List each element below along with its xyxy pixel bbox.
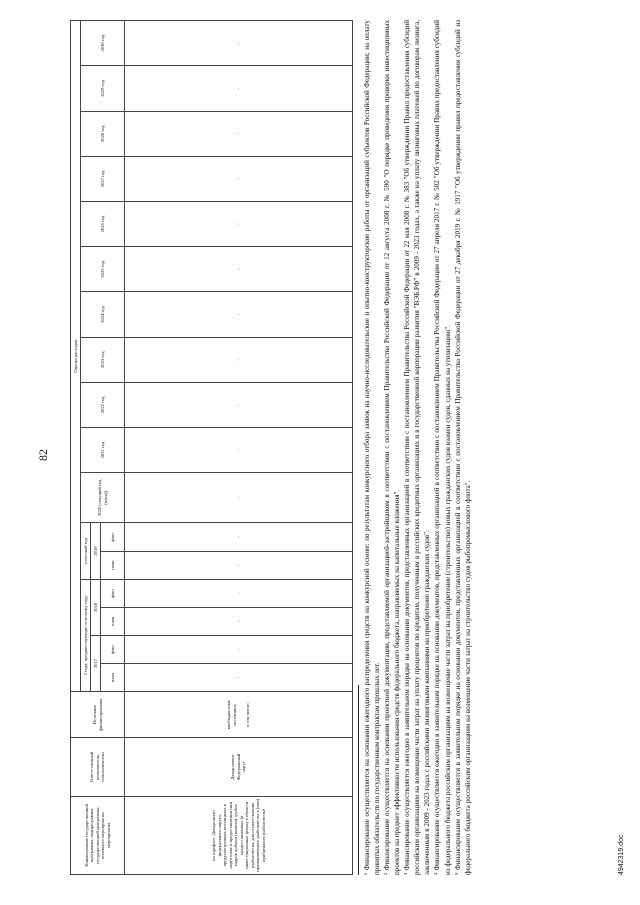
footnote-separator (358, 685, 359, 875)
footnote-4: ⁴ Финансирование осуществляется ежегодно в заявительном порядке на основании документов, представленных организацией в соответствии с постановлением Правительства Российской Федерации от 27 апреля 2017 г. № 502 "Об утверждении Правил предоставления субсидий из федерального бюджета российским организациям на возмещение части затрат на приобретение (строительство) новых гражданских судов взамен судов, сданных на утилизацию". (433, 20, 452, 875)
cell-dash: - (125, 551, 353, 579)
cell-dash: - (125, 473, 353, 523)
source-line: внебюджетные (226, 700, 232, 730)
cell-dash: - (125, 21, 353, 66)
executor-line: Федеральный (235, 753, 241, 781)
header-fact: факт (101, 579, 125, 607)
footnote-1: ¹ Финансирование осуществляется на основании ежегодного распределения средств на конкурсной основе: по результатам конкурсного отбора заявок на научно-исследовательские и опытно-конструкторские работы от организаций субъектов Российской Федерации; на оплату принятых обязательств по государственным контрактам прошлых лет. (363, 20, 382, 875)
header-report-year: отчетный год (81, 523, 91, 579)
page-number: 82 (36, 449, 50, 461)
header-name: Наименование государственной программы, подпрограммы государственной программы, основного мероприятия, мероприятия (71, 796, 125, 874)
header-2019: 2019 (91, 523, 101, 579)
header-future-6: 2027 год (81, 156, 125, 201)
header-plan: план (101, 664, 125, 692)
footnote-2: ² Финансирование осуществляется на основании проектной документации, представляемой организацией-застройщиком в соответствии с постановлением Правительства Российской Федерации от 12 августа 2008 г. № 590 "О порядке проведения проверки инвестиционных проектов на предмет эффективности использования средств федерального бюджета, направляемых на капитальные вложения". (383, 20, 402, 875)
footnote-5: ⁵ Финансирование осуществляется в заявительном порядке на основании документов, представленных организацией в соответствии с постановлением Правительства Российской Федерации от 27 декабря 2019 г. № 1917 "Об утверждении правил предоставления субсидий из федерального бюджета российским организациям на возмещение части затрат на строительство судов рыбопромыслового флота". (453, 20, 472, 875)
cell-dash: - (125, 156, 353, 201)
cell-dash: - (125, 201, 353, 246)
executor-line: округ (241, 761, 247, 773)
header-future-0: 2021 год (81, 428, 125, 473)
row-name: на аэрофлот. Департамент федерального округа, предусмотренных потенциала в подготовке и предоставлении ими кадров добычи (вылова) трубок предоставленных (в инвестиционных целях) в области рыболовства, для осуществления промышленного рыболовства в (или) прибрежного рыболовства¹ (125, 796, 353, 874)
header-2020: 2020 (текущий год (план)) (81, 473, 125, 523)
cell-dash: - (125, 292, 353, 337)
header-two-years: 2 года, предшествующие отчетному году (81, 579, 91, 692)
header-future-3: 2024 год (81, 292, 125, 337)
cell-dash: - (125, 111, 353, 156)
header-plan: план (101, 551, 125, 579)
document-id: 4942319.doc (618, 834, 625, 875)
header-future-7: 2028 год (81, 111, 125, 156)
footnote-3: ³ Финансирование осуществляется ежегодно в заявительном порядке на основании документов, представленных организацией в соответствии с постановлением Правительства Российской Федерации от 22 мая 2008 г. № 383 "Об утверждении Правил предоставления субсидий российским организациям на возмещение части затрат на уплату процентов по кредитам, полученным в российских кредитных организациях и в государственной корпорации развития "ВЭБ.РФ" в 2009 - 2023 годах, а также на уплату лизинговых платежей по договорам лизинга, заключенным в 2009 - 2023 годах с российскими лизинговыми компаниями на приобретение гражданских судов". (403, 20, 432, 875)
footnotes (358, 20, 473, 875)
cell-dash: - (125, 382, 353, 427)
header-estimate: Оценка расходов (71, 21, 81, 692)
cell-dash: - (125, 337, 353, 382)
cell-dash: - (125, 428, 353, 473)
header-future-4: 2025 год (81, 247, 125, 292)
cell-dash: - (125, 635, 353, 663)
source-line: источники, (231, 703, 237, 726)
header-future-5: 2026 год (81, 201, 125, 246)
header-source: Источник финансирования (71, 692, 125, 738)
cell-dash: - (125, 579, 353, 607)
header-future-9: 2030 год (81, 21, 125, 66)
header-fact: факт (101, 635, 125, 663)
cell-dash: - (125, 66, 353, 111)
row-executor (125, 738, 353, 796)
cell-dash: - (125, 664, 353, 692)
header-2017: 2017 (91, 635, 101, 691)
executor-line: Департамент (230, 754, 236, 780)
cell-dash: - (125, 523, 353, 551)
budget-table (70, 20, 353, 875)
header-executor: Ответственный исполнитель, соисполнители (71, 738, 125, 796)
header-future-2: 2023 год (81, 337, 125, 382)
header-2018: 2018 (91, 579, 101, 635)
header-plan: план (101, 607, 125, 635)
source-line: в том числе: (245, 702, 251, 727)
header-future-1: 2022 год (81, 382, 125, 427)
cell-dash: - (125, 607, 353, 635)
header-future-8: 2029 год (81, 66, 125, 111)
row-source (125, 692, 353, 738)
cell-dash: - (125, 247, 353, 292)
header-fact: факт (101, 523, 125, 551)
